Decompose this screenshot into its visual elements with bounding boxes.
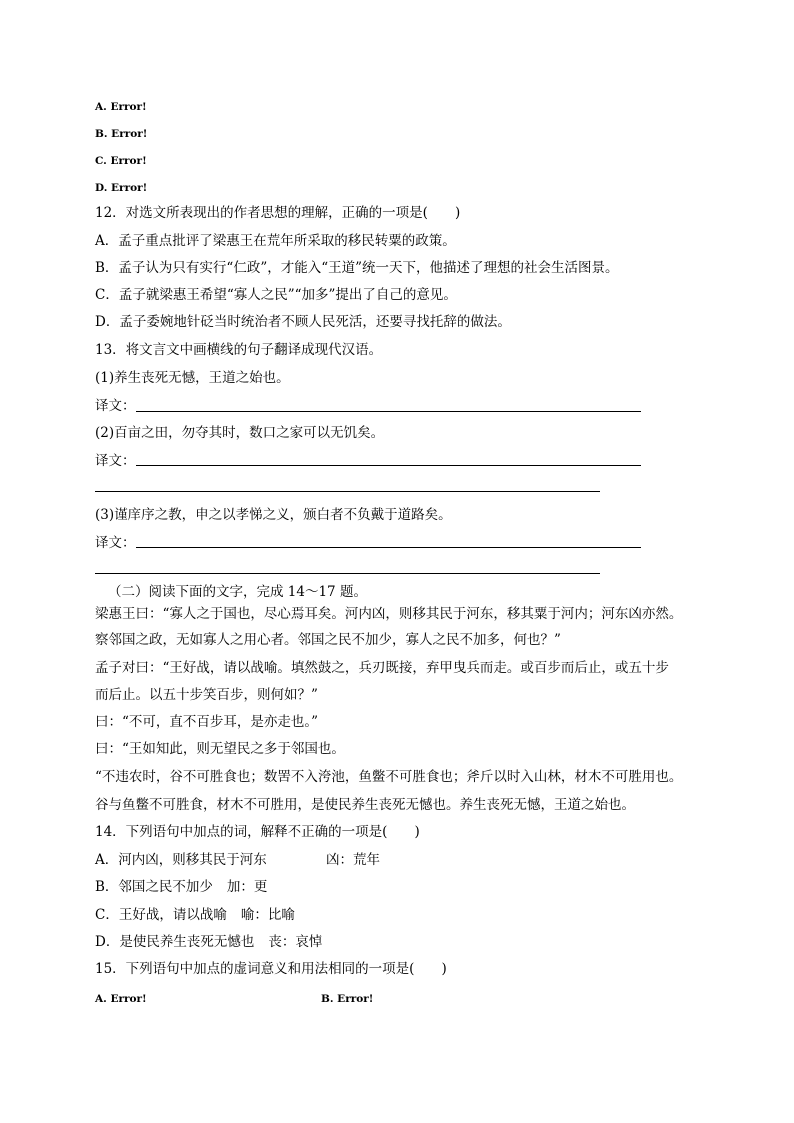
answer-line-3b[interactable] [95,573,600,574]
q11-option-a: A. Error! [95,101,147,113]
q14-option-c-sentence: C．王好战，请以战喻 [95,907,227,923]
answer-line-2b[interactable] [95,491,600,492]
q12-option-a: A．孟子重点批评了梁惠王在荒年所采取的移民转粟的政策。 [95,233,456,249]
q14-option-c-gloss: 喻：比喻 [240,907,295,923]
passage-line-6: 曰：“王如知此，则无望民之多于邻国也。 [95,741,345,757]
q14-option-b-gloss: 加：更 [226,879,268,895]
passage-line-2: 察邻国之政，无如寡人之用心者。邻国之民不加少，寡人之民不加多，何也？” [95,632,561,648]
q14-option-b [95,879,267,895]
q14-option-a [95,852,380,868]
q13-sentence-1: (1)养生丧死无憾，王道之始也。 [95,370,290,386]
q13-sentence-2: (2)百亩之田，勿夺其时，数口之家可以无饥矣。 [95,425,385,441]
q12-option-d: D．孟子委婉地针砭当时统治者不顾人民死活，还要寻找托辞的做法。 [95,314,511,330]
q14-option-d [95,934,322,950]
section-2-heading: （二）阅读下面的文字，完成 14～17 题。 [108,584,367,600]
q14-option-d-gloss: 丧：哀悼 [268,934,323,950]
q15-option-a: A. Error! [95,993,147,1005]
q13-sentence-3: (3)谨庠序之教，申之以孝悌之义，颁白者不负戴于道路矣。 [95,507,452,523]
q14-option-a-sentence: A．河内凶，则移其民于河东 [95,852,267,868]
answer-line-1[interactable] [136,411,641,412]
q12-option-b: B．孟子认为只有实行“仁政”，才能入“王道”统一天下，他描述了理想的社会生活图景。 [95,260,619,276]
q12-option-c: C．孟子就梁惠王希望“寡人之民”“加多”提出了自己的意见。 [95,287,457,303]
passage-line-4: 而后止。以五十步笑百步，则何如？” [95,687,318,703]
q11-option-b: B. Error! [95,128,148,140]
q11-option-d: D. Error! [95,182,148,194]
q15-option-b: B. Error! [321,993,374,1005]
q14-stem: 14．下列语句中加点的词，解释不正确的一项是( ) [95,824,420,840]
passage-line-3: 孟子对曰：“王好战，请以战喻。填然鼓之，兵刃既接，弃甲曳兵而走。或百步而后止，或五十步 [95,660,669,676]
q13-answer-label-1: 译文： [95,398,136,414]
passage-line-8: 谷与鱼鳖不可胜食，材木不可胜用，是使民养生丧死无憾也。养生丧死无憾，王道之始也。 [95,797,635,813]
passage-line-5: 曰：“不可，直不百步耳，是亦走也。” [95,714,319,730]
q14-option-d-sentence: D．是使民养生丧死无憾也 [95,934,255,950]
q15-stem: 15．下列语句中加点的虚词意义和用法相同的一项是( ) [95,961,447,977]
q13-stem: 13．将文言文中画横线的句子翻译成现代汉语。 [95,342,383,358]
q14-option-a-gloss: 凶：荒年 [326,852,380,868]
q14-option-b-sentence: B．邻国之民不加少 [95,879,213,895]
q14-option-c [95,907,295,923]
passage-line-1: 梁惠王曰：“寡人之于国也，尽心焉耳矣。河内凶，则移其民于河东，移其粟于河内；河东凶亦然。 [95,606,683,622]
answer-line-2a[interactable] [136,465,641,466]
passage-line-7: “不违农时，谷不可胜食也；数罟不入洿池，鱼鳖不可胜食也；斧斤以时入山林，材木不可胜用也。 [95,769,683,785]
answer-line-3a[interactable] [136,547,641,548]
q13-answer-label-2: 译文： [95,453,136,469]
q11-option-c: C. Error! [95,155,147,167]
q12-stem: 12．对选文所表现出的作者思想的理解，正确的一项是( ) [95,205,461,221]
q13-answer-label-3: 译文： [95,535,136,551]
